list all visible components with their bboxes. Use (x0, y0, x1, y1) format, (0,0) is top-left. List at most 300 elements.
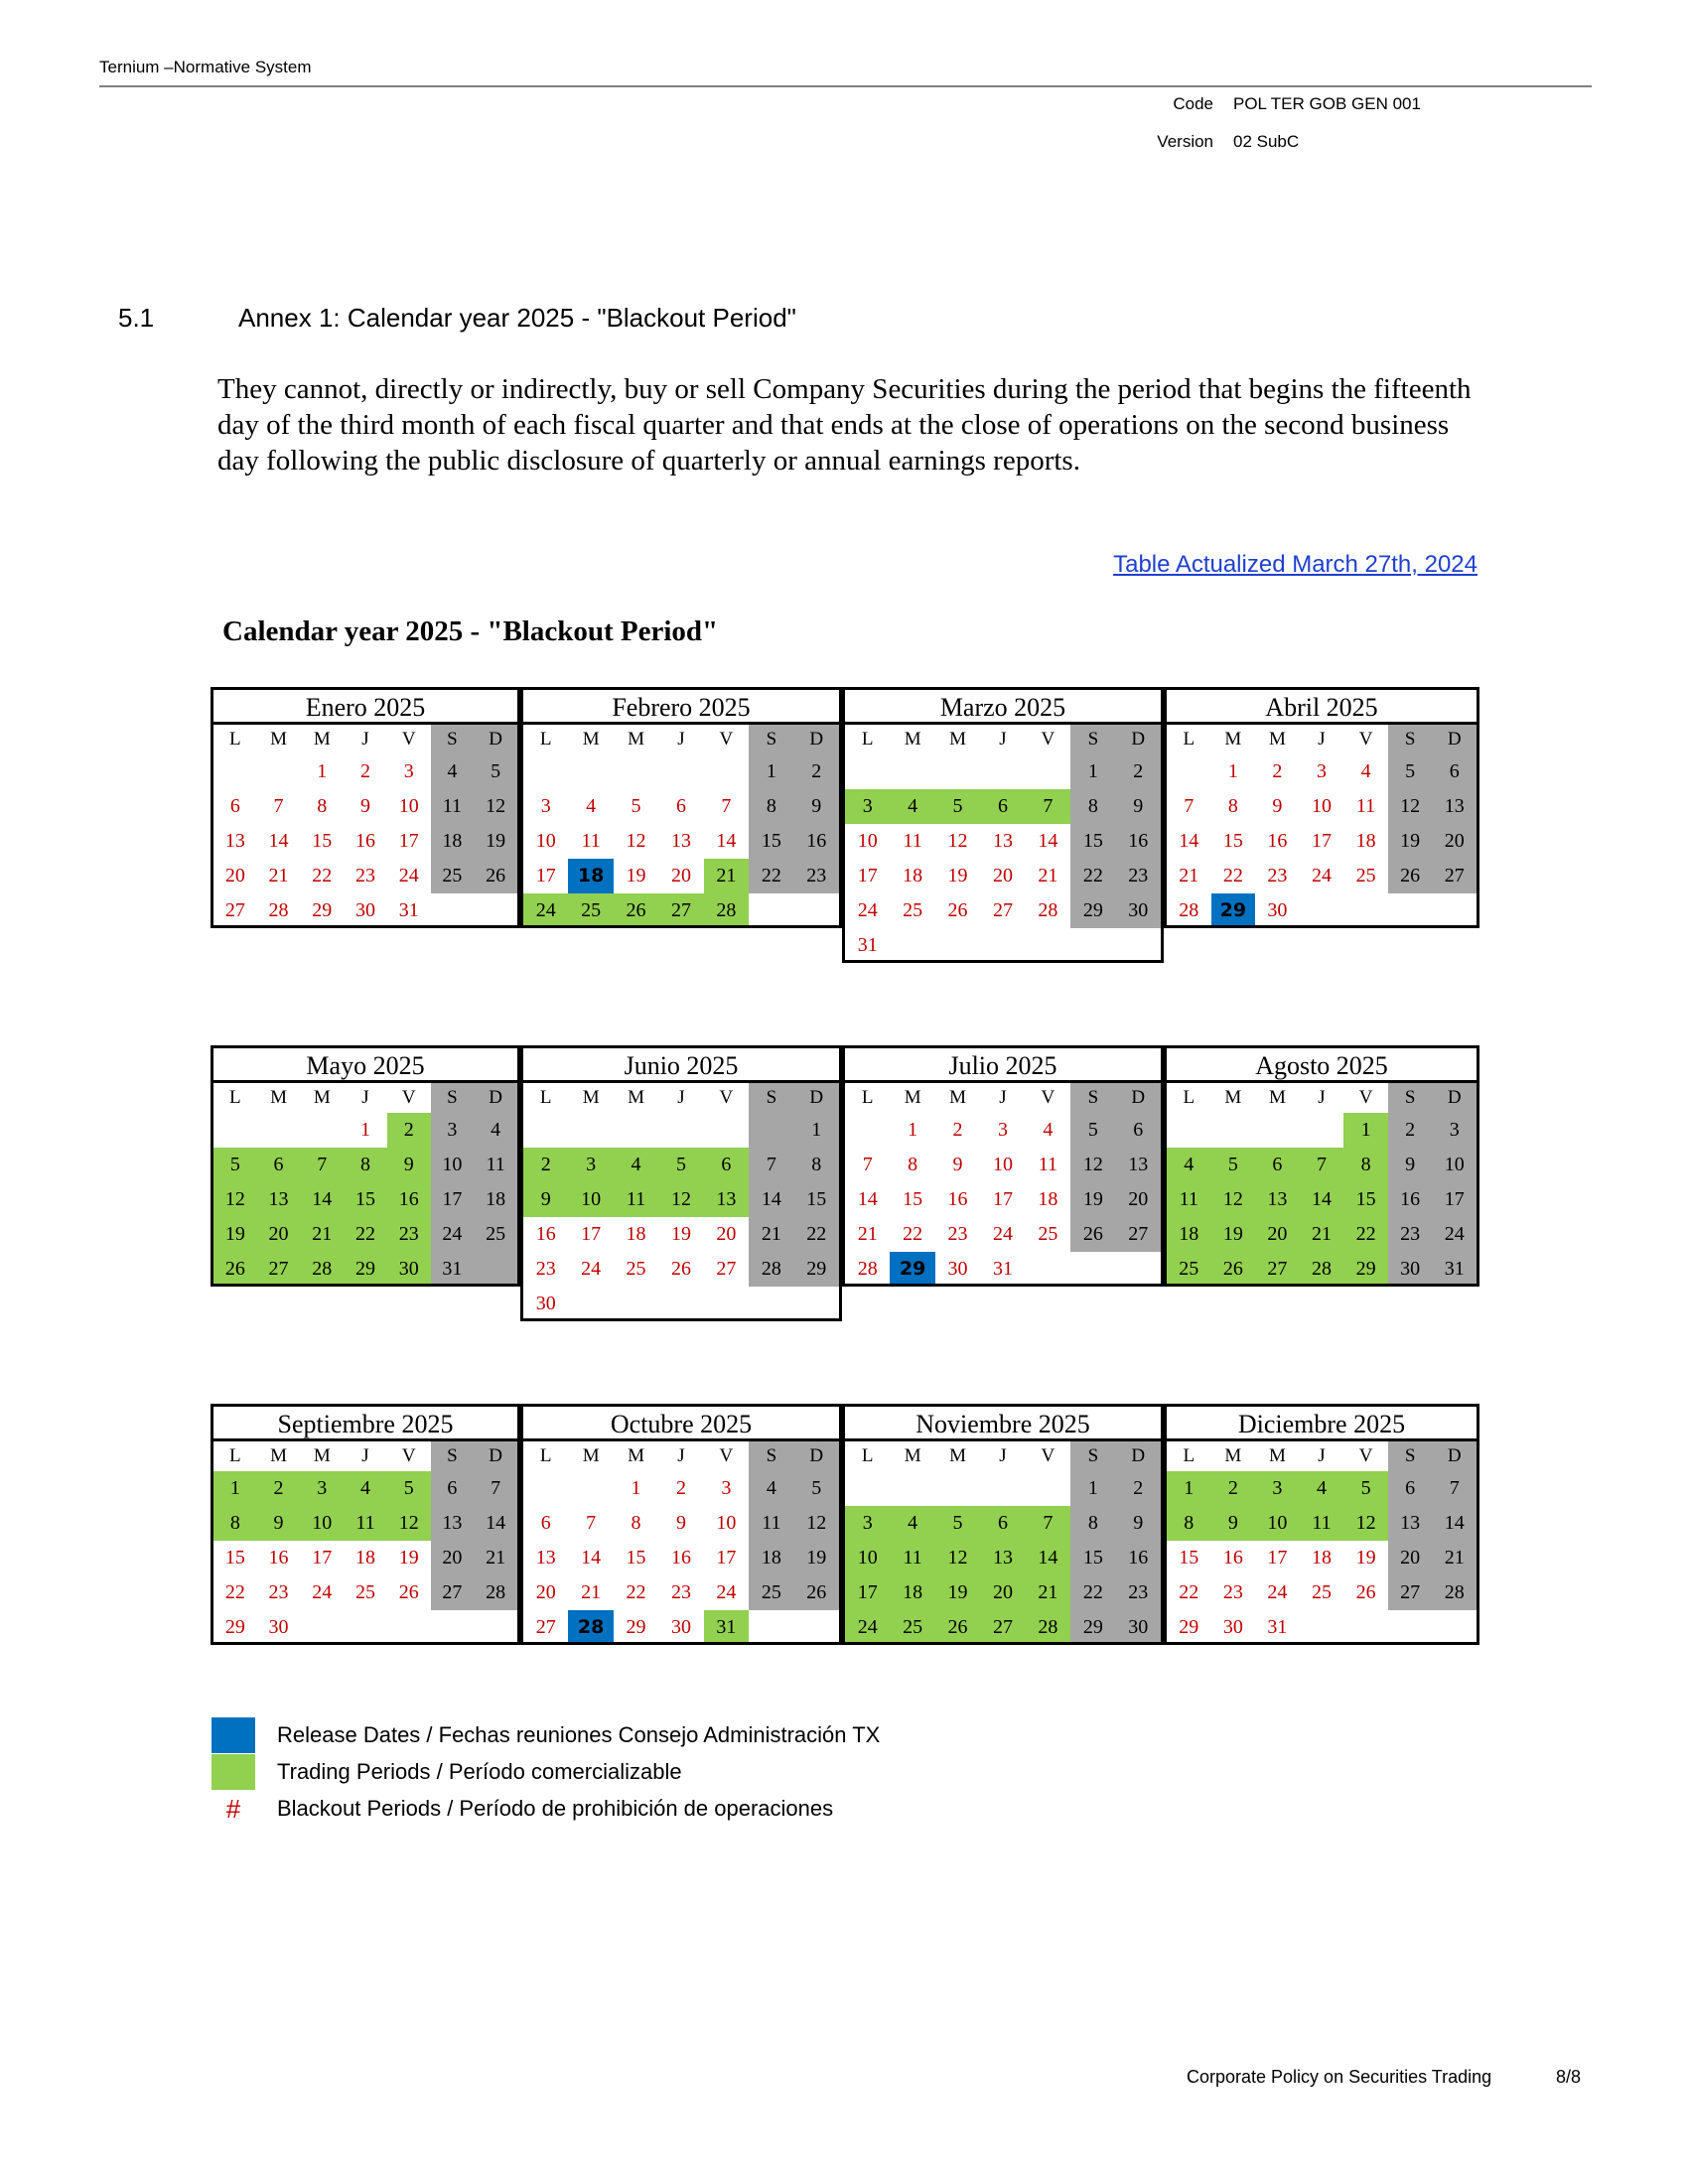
day-header: M (313, 1445, 331, 1466)
day-cell: 18 (474, 1182, 517, 1217)
weekend-blank (1432, 1610, 1477, 1645)
day-cell: 26 (474, 859, 517, 893)
day-header: D (1116, 1441, 1161, 1471)
day-cell: 16 (354, 830, 375, 852)
day-header: M (904, 1087, 921, 1108)
day-cell: 24 (845, 1610, 890, 1645)
month-border (211, 1404, 213, 1645)
day-cell: 2 (675, 1477, 686, 1499)
day-cell: 4 (1300, 1471, 1344, 1506)
day-cell: 25 (1038, 1223, 1058, 1245)
legend-trading (211, 1754, 682, 1790)
day-cell: 13 (992, 830, 1013, 852)
day-cell: 12 (935, 1541, 980, 1575)
month-border (842, 1284, 1164, 1287)
day-cell: 19 (935, 1575, 980, 1610)
month-border (1477, 1404, 1479, 1645)
day-cell: 17 (1311, 830, 1332, 852)
day-cell: 24 (992, 1223, 1013, 1245)
policy-paragraph: They cannot, directly or indirectly, buy or sell Company Securities during the period that begins the fifteenth day of the third month of each fiscal quarter and that ends at the close of operations on the second business day following the public disclosure of quarterly or annual earnings reports. (217, 373, 1472, 477)
month-title: Septiembre 2025 (211, 1404, 520, 1441)
day-header: S (749, 1083, 793, 1113)
document-meta (1127, 91, 1421, 167)
table-update-link[interactable]: Table Actualized March 27th, 2024 (1113, 551, 1477, 578)
day-header: S (1070, 1083, 1115, 1113)
day-cell: 4 (1043, 1119, 1054, 1141)
day-cell: 1 (908, 1119, 918, 1141)
weekend-blank (1116, 928, 1161, 963)
day-cell: 12 (1211, 1182, 1256, 1217)
weekend-blank (1116, 1252, 1161, 1287)
day-cell: 11 (614, 1182, 658, 1217)
day-cell: 1 (1070, 1471, 1115, 1506)
day-header: D (1116, 725, 1161, 754)
day-cell: 22 (224, 1581, 245, 1603)
day-cell: 15 (794, 1182, 839, 1217)
month-octubre (520, 1404, 842, 1645)
day-cell: 7 (1184, 795, 1195, 817)
day-cell: 23 (354, 865, 375, 887)
day-cell: 28 (300, 1252, 344, 1287)
day-cell: 16 (1116, 824, 1161, 859)
month-title: Julio 2025 (842, 1045, 1164, 1083)
code-value: POL TER GOB GEN 001 (1233, 94, 1421, 113)
day-cell: 16 (947, 1188, 968, 1210)
weekend-blank (431, 1610, 475, 1645)
day-cell: 24 (1311, 865, 1332, 887)
day-cell: 5 (387, 1471, 431, 1506)
month-border (520, 925, 842, 928)
day-cell: 19 (1388, 824, 1433, 859)
day-cell: 4 (890, 1506, 934, 1541)
day-cell: 24 (1267, 1581, 1288, 1603)
day-header: J (999, 1087, 1007, 1108)
day-header: J (1318, 1445, 1326, 1466)
day-cell: 29 (890, 1252, 934, 1287)
day-cell: 17 (845, 1575, 890, 1610)
day-cell: 21 (300, 1217, 344, 1252)
day-cell: 4 (474, 1113, 517, 1148)
day-cell: 7 (749, 1148, 793, 1182)
day-header: D (1432, 1441, 1477, 1471)
day-cell: 11 (749, 1506, 793, 1541)
legend-release-text: Release Dates / Fechas reuniones Consejo Administración TX (277, 1722, 881, 1747)
month-border (1164, 925, 1479, 928)
month-border (1477, 687, 1479, 928)
day-cell: 7 (586, 1512, 597, 1534)
day-header: L (229, 1445, 241, 1466)
day-cell: 29 (794, 1252, 839, 1287)
day-cell: 28 (749, 1252, 793, 1287)
month-junio (520, 1045, 842, 1321)
day-cell: 9 (952, 1154, 963, 1175)
day-cell: 1 (1343, 1113, 1388, 1148)
day-cell: 18 (626, 1223, 646, 1245)
month-mayo (211, 1045, 520, 1287)
day-cell: 20 (1432, 824, 1477, 859)
day-cell: 15 (1179, 1547, 1199, 1569)
day-cell: 15 (903, 1188, 923, 1210)
day-header: V (719, 1445, 734, 1466)
day-cell: 8 (1167, 1506, 1211, 1541)
day-cell: 27 (1388, 1575, 1433, 1610)
day-cell: 2 (387, 1113, 431, 1148)
day-cell: 30 (1116, 1610, 1161, 1645)
day-cell: 21 (268, 865, 289, 887)
day-header: D (794, 725, 839, 754)
day-header: M (313, 1087, 331, 1108)
month-title: Junio 2025 (520, 1045, 842, 1083)
month-septiembre (211, 1404, 520, 1645)
day-cell: 30 (354, 899, 375, 921)
day-header: L (1183, 1445, 1196, 1466)
day-cell: 10 (535, 830, 556, 852)
day-cell: 10 (716, 1512, 737, 1534)
weekend-blank (1070, 928, 1115, 963)
day-cell: 20 (257, 1217, 301, 1252)
weekend-blank (1070, 1252, 1115, 1287)
day-cell: 29 (1070, 1610, 1115, 1645)
day-cell: 25 (1311, 1581, 1332, 1603)
day-cell: 11 (474, 1148, 517, 1182)
day-cell: 12 (626, 830, 646, 852)
day-cell: 10 (1432, 1148, 1477, 1182)
day-cell: 16 (794, 824, 839, 859)
day-cell: 2 (1211, 1471, 1256, 1506)
day-header: M (1268, 729, 1286, 750)
day-cell: 9 (1388, 1148, 1433, 1182)
day-cell: 4 (749, 1471, 793, 1506)
day-header: S (431, 725, 475, 754)
day-cell: 29 (344, 1252, 387, 1287)
day-cell: 18 (431, 824, 475, 859)
day-cell: 21 (857, 1223, 878, 1245)
day-cell: 23 (1116, 859, 1161, 893)
day-cell: 10 (857, 830, 878, 852)
day-header: J (999, 729, 1007, 750)
day-header: M (949, 729, 967, 750)
day-cell: 2 (1388, 1113, 1433, 1148)
day-cell: 18 (1038, 1188, 1058, 1210)
day-header: J (361, 1087, 369, 1108)
day-header: M (270, 1445, 288, 1466)
day-cell: 31 (857, 934, 878, 956)
day-cell: 26 (1355, 1581, 1376, 1603)
day-cell: 3 (1316, 760, 1327, 782)
day-header: S (1388, 1441, 1433, 1471)
day-cell: 8 (908, 1154, 918, 1175)
day-cell: 23 (535, 1258, 556, 1280)
day-cell: 4 (1360, 760, 1371, 782)
day-header: L (861, 729, 874, 750)
day-cell: 30 (387, 1252, 431, 1287)
day-cell: 1 (317, 760, 328, 782)
day-cell: 25 (626, 1258, 646, 1280)
day-header: M (582, 1087, 600, 1108)
day-header: J (1318, 1087, 1326, 1108)
day-cell: 20 (1388, 1541, 1433, 1575)
day-cell: 1 (1227, 760, 1238, 782)
day-cell: 26 (614, 893, 658, 928)
month-border (1164, 1642, 1479, 1645)
day-cell: 28 (568, 1610, 613, 1645)
day-cell: 10 (1255, 1506, 1300, 1541)
day-cell: 4 (344, 1471, 387, 1506)
day-cell: 9 (387, 1148, 431, 1182)
month-border (1164, 687, 1167, 928)
day-cell: 3 (403, 760, 414, 782)
day-cell: 25 (568, 893, 613, 928)
footer-policy: Corporate Policy on Securities Trading (1187, 2067, 1492, 2087)
day-cell: 25 (890, 1610, 934, 1645)
month-border (211, 925, 520, 928)
day-cell: 25 (431, 859, 475, 893)
day-cell: 9 (1116, 789, 1161, 824)
day-cell: 21 (1432, 1541, 1477, 1575)
day-cell: 17 (1267, 1547, 1288, 1569)
day-cell: 19 (1211, 1217, 1256, 1252)
day-cell: 25 (1167, 1252, 1211, 1287)
month-border (211, 1642, 520, 1645)
day-header: D (1116, 1083, 1161, 1113)
day-cell: 16 (535, 1223, 556, 1245)
day-cell: 17 (398, 830, 419, 852)
day-cell: 3 (431, 1113, 475, 1148)
month-abril (1164, 687, 1479, 928)
day-header: J (677, 1087, 685, 1108)
day-header: S (1070, 725, 1115, 754)
day-cell: 6 (1432, 754, 1477, 789)
day-cell: 8 (1343, 1148, 1388, 1182)
day-cell: 6 (1116, 1113, 1161, 1148)
day-header: S (431, 1083, 475, 1113)
day-header: M (1224, 1445, 1242, 1466)
day-cell: 20 (980, 1575, 1025, 1610)
day-cell: 30 (1267, 899, 1288, 921)
month-febrero (520, 687, 842, 928)
day-cell: 3 (1255, 1471, 1300, 1506)
day-cell: 22 (312, 865, 333, 887)
release-swatch (211, 1717, 255, 1753)
day-cell: 28 (1432, 1575, 1477, 1610)
day-cell: 1 (1167, 1471, 1211, 1506)
day-cell: 31 (704, 1610, 749, 1645)
org-header: Ternium –Normative System (99, 58, 312, 76)
day-cell: 9 (675, 1512, 686, 1534)
day-cell: 7 (1300, 1148, 1344, 1182)
day-cell: 18 (568, 859, 613, 893)
weekend-blank (1388, 1610, 1433, 1645)
day-cell: 24 (398, 865, 419, 887)
day-cell: 8 (1070, 789, 1115, 824)
day-cell: 11 (1167, 1182, 1211, 1217)
day-cell: 16 (1388, 1182, 1433, 1217)
day-cell: 5 (935, 1506, 980, 1541)
legend-blackout-text: Blackout Periods / Período de prohibición de operaciones (277, 1796, 834, 1821)
month-title: Noviembre 2025 (842, 1404, 1164, 1441)
day-cell: 8 (794, 1148, 839, 1182)
day-cell: 26 (670, 1258, 691, 1280)
day-cell: 8 (213, 1506, 257, 1541)
day-cell: 18 (1311, 1547, 1332, 1569)
day-cell: 22 (626, 1581, 646, 1603)
day-cell: 7 (1026, 789, 1070, 824)
day-cell: 29 (626, 1616, 646, 1638)
day-cell: 10 (992, 1154, 1013, 1175)
month-title: Enero 2025 (211, 687, 520, 725)
day-cell: 26 (947, 899, 968, 921)
month-title: Abril 2025 (1164, 687, 1479, 725)
day-cell: 9 (1211, 1506, 1256, 1541)
day-cell: 22 (1070, 1575, 1115, 1610)
day-cell: 9 (257, 1506, 301, 1541)
day-cell: 8 (1070, 1506, 1115, 1541)
day-cell: 17 (1432, 1182, 1477, 1217)
day-header: V (1358, 729, 1373, 750)
day-cell: 19 (398, 1547, 419, 1569)
day-cell: 1 (1070, 754, 1115, 789)
day-cell: 20 (716, 1223, 737, 1245)
day-cell: 3 (845, 789, 890, 824)
day-cell: 31 (1432, 1252, 1477, 1287)
day-cell: 2 (257, 1471, 301, 1506)
day-cell: 16 (1116, 1541, 1161, 1575)
day-cell: 23 (1267, 865, 1288, 887)
day-cell: 13 (257, 1182, 301, 1217)
day-cell: 26 (794, 1575, 839, 1610)
month-diciembre (1164, 1404, 1479, 1645)
day-cell: 13 (1432, 789, 1477, 824)
day-cell: 13 (224, 830, 245, 852)
day-cell: 19 (626, 865, 646, 887)
day-cell: 27 (1116, 1217, 1161, 1252)
day-cell: 2 (523, 1148, 568, 1182)
day-cell: 7 (474, 1471, 517, 1506)
month-title: Febrero 2025 (520, 687, 842, 725)
weekend-blank (794, 1610, 839, 1645)
day-cell: 24 (431, 1217, 475, 1252)
day-cell: 28 (704, 893, 749, 928)
day-cell: 10 (568, 1182, 613, 1217)
month-border (1477, 1045, 1479, 1287)
day-header: V (1041, 1445, 1055, 1466)
month-agosto (1164, 1045, 1479, 1287)
day-cell: 9 (523, 1182, 568, 1217)
day-cell: 9 (1116, 1506, 1161, 1541)
month-border (520, 1642, 842, 1645)
day-header: D (474, 1441, 517, 1471)
month-border (211, 1284, 520, 1287)
day-cell: 2 (1272, 760, 1283, 782)
day-header: L (1183, 729, 1196, 750)
day-cell: 24 (523, 893, 568, 928)
day-cell: 17 (857, 865, 878, 887)
day-cell: 10 (845, 1541, 890, 1575)
day-cell: 22 (1343, 1217, 1388, 1252)
day-cell: 4 (1167, 1148, 1211, 1182)
day-cell: 19 (474, 824, 517, 859)
day-cell: 19 (1355, 1547, 1376, 1569)
day-cell: 18 (354, 1547, 375, 1569)
month-border (842, 1045, 845, 1287)
day-cell: 11 (890, 1541, 934, 1575)
day-cell: 14 (1432, 1506, 1477, 1541)
day-cell: 24 (857, 899, 878, 921)
day-cell: 14 (1300, 1182, 1344, 1217)
calendar-title: Calendar year 2025 - "Blackout Period" (222, 615, 719, 647)
header-rule (99, 85, 1592, 87)
day-header: V (401, 729, 416, 750)
day-cell: 2 (1116, 754, 1161, 789)
day-cell: 15 (224, 1547, 245, 1569)
day-header: L (539, 729, 552, 750)
day-header: M (1268, 1445, 1286, 1466)
weekend-blank (749, 1287, 793, 1321)
day-cell: 30 (670, 1616, 691, 1638)
day-cell: 23 (1116, 1575, 1161, 1610)
day-cell: 13 (431, 1506, 475, 1541)
day-cell: 27 (224, 899, 245, 921)
day-cell: 26 (213, 1252, 257, 1287)
weekend-blank (749, 1610, 793, 1645)
day-header: M (582, 1445, 600, 1466)
day-cell: 26 (398, 1581, 419, 1603)
day-cell: 12 (213, 1182, 257, 1217)
month-title: Mayo 2025 (211, 1045, 520, 1083)
day-cell: 12 (474, 789, 517, 824)
day-cell: 4 (431, 754, 475, 789)
day-cell: 5 (1388, 754, 1433, 789)
version-label: Version (1157, 132, 1213, 151)
day-cell: 30 (1116, 893, 1161, 928)
day-cell: 14 (581, 1547, 602, 1569)
day-cell: 1 (359, 1119, 370, 1141)
footer-page: 8/8 (1556, 2067, 1582, 2087)
day-cell: 6 (704, 1148, 749, 1182)
day-cell: 3 (845, 1506, 890, 1541)
day-cell: 20 (535, 1581, 556, 1603)
day-header: L (861, 1087, 874, 1108)
day-cell: 28 (1179, 899, 1199, 921)
weekend-blank (1432, 893, 1477, 928)
day-cell: 8 (749, 789, 793, 824)
day-cell: 29 (1070, 893, 1115, 928)
day-cell: 12 (1388, 789, 1433, 824)
day-header: S (431, 1441, 475, 1471)
day-cell: 27 (1432, 859, 1477, 893)
day-cell: 30 (1222, 1616, 1243, 1638)
day-header: J (1318, 729, 1326, 750)
day-cell: 30 (535, 1293, 556, 1314)
month-border (842, 960, 1164, 963)
day-cell: 11 (431, 789, 475, 824)
day-cell: 4 (890, 789, 934, 824)
day-cell: 15 (626, 1547, 646, 1569)
day-cell: 12 (1343, 1506, 1388, 1541)
day-header: M (1268, 1087, 1286, 1108)
day-cell: 23 (670, 1581, 691, 1603)
day-header: M (949, 1445, 967, 1466)
day-header: S (1388, 1083, 1433, 1113)
day-header: M (1224, 1087, 1242, 1108)
day-header: V (1358, 1445, 1373, 1466)
day-header: L (539, 1445, 552, 1466)
legend-release (211, 1717, 880, 1753)
day-cell: 24 (716, 1581, 737, 1603)
day-header: V (719, 1087, 734, 1108)
day-cell: 17 (992, 1188, 1013, 1210)
day-cell: 28 (1026, 1610, 1070, 1645)
